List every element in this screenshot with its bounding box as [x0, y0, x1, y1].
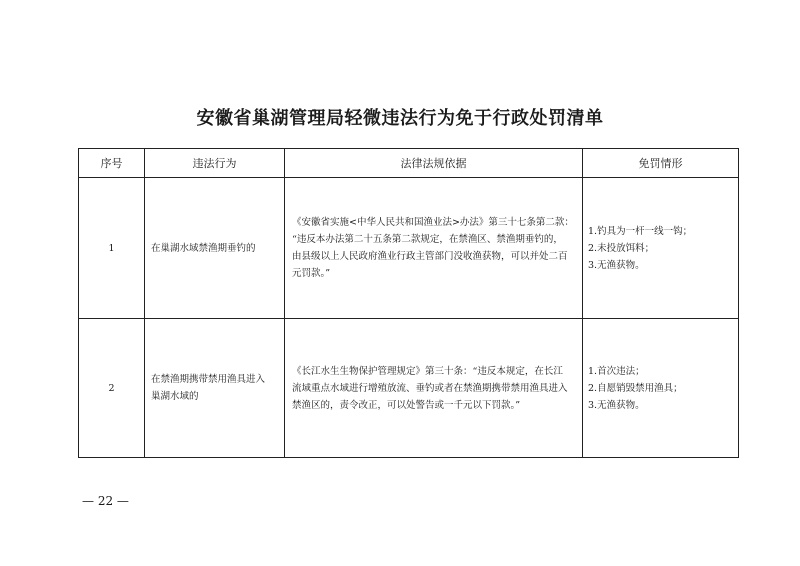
- header-legal-basis: 法律法规依据: [285, 149, 583, 178]
- row-legal-basis: [285, 178, 583, 319]
- page-number: — 22 —: [82, 494, 129, 508]
- legal-basis-line: 禁渔区的，责令改正，可以处警告或一千元以下罚款。”: [292, 399, 521, 411]
- table-row: [79, 178, 739, 319]
- row-violation: [145, 319, 285, 458]
- legal-basis-line: “违反本办法第二十五条第二款规定，在禁渔区、禁渔期垂钓的，: [292, 234, 563, 245]
- header-violation: 违法行为: [145, 149, 285, 178]
- condition-line: 2.自愿销毁禁用渔具；: [588, 382, 683, 394]
- legal-basis-line: 由县级以上人民政府渔业行政主管部门没收渔获物，可以并处二百: [292, 251, 568, 262]
- condition-line: 1.钓具为一杆一线一钩；: [588, 225, 693, 237]
- violation-line: 巢湖水域的: [151, 391, 199, 402]
- legal-basis-line: 流域重点水域进行增殖放流、垂钓或者在禁渔期携带禁用渔具进入: [292, 382, 568, 394]
- violation-line: 在禁渔期携带禁用渔具进入: [151, 374, 266, 385]
- condition-line: 2.未投放饵料；: [588, 242, 655, 254]
- legal-basis-line: 《安徽省实施<中华人民共和国渔业法>办法》第三十七条第二款：: [292, 217, 574, 228]
- condition-line: 1.首次违法；: [588, 365, 645, 377]
- violation-line: 在巢湖水域禁渔期垂钓的: [151, 242, 256, 254]
- table-row: [79, 319, 739, 458]
- legal-basis-line: 元罚款。”: [292, 268, 331, 279]
- table-header-row: [79, 149, 739, 178]
- document-title: 安徽省巢湖管理局轻微违法行为免于行政处罚清单: [196, 108, 604, 129]
- row-legal-basis: [285, 319, 583, 458]
- condition-line: 3.无渔获物。: [588, 259, 645, 271]
- row-exemption-conditions: [583, 178, 739, 319]
- row-exemption-conditions: [583, 319, 739, 458]
- header-exemption-conditions: 免罚情形: [583, 149, 739, 178]
- condition-line: 3.无渔获物。: [588, 399, 645, 411]
- header-serial-number: 序号: [79, 149, 145, 178]
- row-violation: [145, 178, 285, 319]
- legal-basis-line: 《长江水生生物保护管理规定》第三十条：“违反本规定，在长江: [292, 365, 563, 377]
- row-serial-number: 1: [79, 178, 145, 319]
- row-serial-number: 2: [79, 319, 145, 458]
- penalty-exemption-table: [78, 148, 739, 458]
